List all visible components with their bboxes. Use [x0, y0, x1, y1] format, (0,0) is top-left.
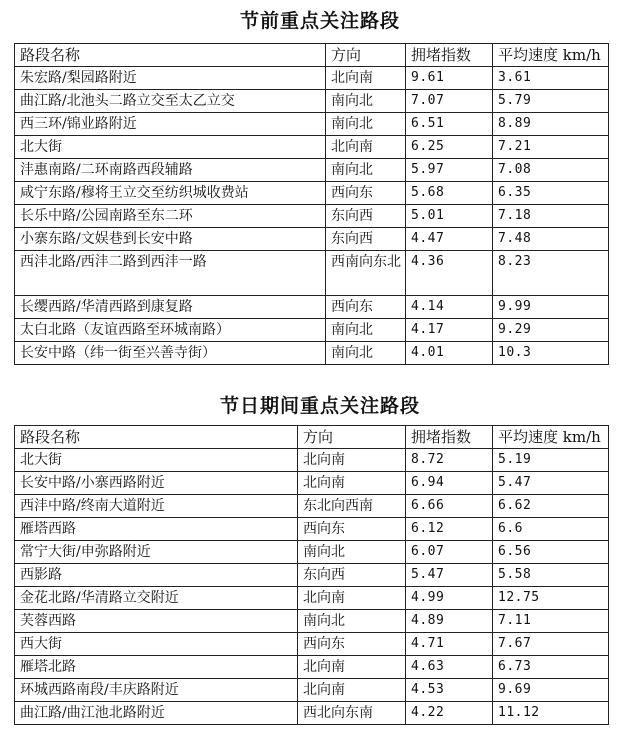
- column-header: 方向: [298, 426, 406, 449]
- table-row: [15, 159, 609, 182]
- table-row: [15, 472, 609, 495]
- avg-speed-cell: 9.99: [493, 296, 609, 319]
- congestion-index-cell: 4.53: [406, 679, 493, 702]
- table-row: [15, 610, 609, 633]
- avg-speed-cell: 9.29: [493, 319, 609, 342]
- congestion-index-cell: 6.66: [406, 495, 493, 518]
- road-name-cell: 西沣中路/终南大道附近: [15, 495, 298, 518]
- congestion-index-cell: 6.94: [406, 472, 493, 495]
- avg-speed-cell: 6.73: [493, 656, 609, 679]
- road-name-cell: 常宁大街/申弥路附近: [15, 541, 298, 564]
- table-row: [15, 342, 609, 365]
- direction-cell: 南向北: [298, 610, 406, 633]
- congestion-index-cell: 4.99: [406, 587, 493, 610]
- avg-speed-cell: 3.61: [493, 67, 609, 90]
- column-header: 拥堵指数: [406, 44, 493, 67]
- column-header: 平均速度 km/h: [493, 44, 609, 67]
- table-row: [15, 319, 609, 342]
- road-name-cell: 雁塔西路: [15, 518, 298, 541]
- avg-speed-cell: 7.18: [493, 205, 609, 228]
- congestion-index-cell: 5.47: [406, 564, 493, 587]
- avg-speed-cell: 7.67: [493, 633, 609, 656]
- column-header: 方向: [326, 44, 406, 67]
- congestion-index-cell: 7.07: [406, 90, 493, 113]
- road-name-cell: 长安中路（纬一街至兴善寺街）: [15, 342, 326, 365]
- direction-cell: 西南向东北: [326, 251, 406, 296]
- congestion-index-cell: 4.71: [406, 633, 493, 656]
- table-row: [15, 228, 609, 251]
- road-name-cell: 西大街: [15, 633, 298, 656]
- direction-cell: 东北向西南: [298, 495, 406, 518]
- direction-cell: 南向北: [326, 342, 406, 365]
- direction-cell: 北向南: [326, 67, 406, 90]
- avg-speed-cell: 6.56: [493, 541, 609, 564]
- road-name-cell: 金花北路/华清路立交附近: [15, 587, 298, 610]
- avg-speed-cell: 7.11: [493, 610, 609, 633]
- column-header: 平均速度 km/h: [493, 426, 609, 449]
- road-name-cell: 长缨西路/华清西路到康复路: [15, 296, 326, 319]
- congestion-index-cell: 6.51: [406, 113, 493, 136]
- direction-cell: 北向南: [298, 587, 406, 610]
- congestion-index-cell: 4.17: [406, 319, 493, 342]
- table-row: [15, 182, 609, 205]
- congestion-index-cell: 9.61: [406, 67, 493, 90]
- road-name-cell: 长安中路/小寨西路附近: [15, 472, 298, 495]
- table-row: [15, 633, 609, 656]
- congestion-index-cell: 6.07: [406, 541, 493, 564]
- road-name-cell: 北大街: [15, 449, 298, 472]
- table-row: [15, 702, 609, 725]
- direction-cell: 南向北: [326, 319, 406, 342]
- table1-title: 节前重点关注路段: [239, 10, 400, 32]
- direction-cell: 西向东: [326, 182, 406, 205]
- avg-speed-cell: 7.48: [493, 228, 609, 251]
- road-name-cell: 曲江路/曲江池北路附近: [15, 702, 298, 725]
- holiday-roads-table: [14, 425, 609, 725]
- road-name-cell: 芙蓉西路: [15, 610, 298, 633]
- table2-title: 节日期间重点关注路段: [219, 395, 420, 417]
- avg-speed-cell: 8.89: [493, 113, 609, 136]
- table-header-row: [15, 44, 609, 67]
- table-row: [15, 656, 609, 679]
- road-name-cell: 北大街: [15, 136, 326, 159]
- congestion-index-cell: 4.36: [406, 251, 493, 296]
- road-name-cell: 西沣北路/西沣二路到西沣一路: [15, 251, 326, 296]
- table-row: [15, 136, 609, 159]
- road-name-cell: 曲江路/北池头二路立交至太乙立交: [15, 90, 326, 113]
- table-header-row: [15, 426, 609, 449]
- direction-cell: 东向西: [326, 228, 406, 251]
- direction-cell: 西北向东南: [298, 702, 406, 725]
- avg-speed-cell: 5.47: [493, 472, 609, 495]
- congestion-index-cell: 8.72: [406, 449, 493, 472]
- congestion-index-cell: 6.12: [406, 518, 493, 541]
- column-header: 路段名称: [15, 426, 298, 449]
- table-row: [15, 495, 609, 518]
- direction-cell: 北向南: [298, 449, 406, 472]
- direction-cell: 西向东: [326, 296, 406, 319]
- congestion-index-cell: 4.47: [406, 228, 493, 251]
- avg-speed-cell: 12.75: [493, 587, 609, 610]
- avg-speed-cell: 7.21: [493, 136, 609, 159]
- avg-speed-cell: 6.6: [493, 518, 609, 541]
- congestion-index-cell: 4.22: [406, 702, 493, 725]
- direction-cell: 北向南: [298, 656, 406, 679]
- table-row: [15, 679, 609, 702]
- road-name-cell: 西影路: [15, 564, 298, 587]
- table-row: [15, 251, 609, 296]
- road-name-cell: 雁塔北路: [15, 656, 298, 679]
- table-row: [15, 564, 609, 587]
- table-row: [15, 296, 609, 319]
- column-header: 路段名称: [15, 44, 326, 67]
- avg-speed-cell: 5.19: [493, 449, 609, 472]
- road-name-cell: 环城西路南段/丰庆路附近: [15, 679, 298, 702]
- road-name-cell: 沣惠南路/二环南路西段辅路: [15, 159, 326, 182]
- road-name-cell: 西三环/锦业路附近: [15, 113, 326, 136]
- congestion-index-cell: 4.63: [406, 656, 493, 679]
- direction-cell: 西向东: [298, 518, 406, 541]
- avg-speed-cell: 6.62: [493, 495, 609, 518]
- table-row: [15, 67, 609, 90]
- table-row: [15, 90, 609, 113]
- column-header: 拥堵指数: [406, 426, 493, 449]
- road-name-cell: 长乐中路/公园南路至东二环: [15, 205, 326, 228]
- direction-cell: 南向北: [326, 113, 406, 136]
- table-row: [15, 449, 609, 472]
- congestion-index-cell: 4.89: [406, 610, 493, 633]
- direction-cell: 南向北: [326, 159, 406, 182]
- avg-speed-cell: 6.35: [493, 182, 609, 205]
- avg-speed-cell: 7.08: [493, 159, 609, 182]
- road-name-cell: 小寨东路/文娱巷到长安中路: [15, 228, 326, 251]
- avg-speed-cell: 9.69: [493, 679, 609, 702]
- direction-cell: 北向南: [298, 679, 406, 702]
- congestion-index-cell: 5.97: [406, 159, 493, 182]
- road-name-cell: 咸宁东路/穆将王立交至纺织城收费站: [15, 182, 326, 205]
- direction-cell: 南向北: [298, 541, 406, 564]
- pre-holiday-roads-table: [14, 43, 609, 365]
- congestion-index-cell: 6.25: [406, 136, 493, 159]
- avg-speed-cell: 10.3: [493, 342, 609, 365]
- congestion-index-cell: 5.68: [406, 182, 493, 205]
- table-row: [15, 541, 609, 564]
- avg-speed-cell: 8.23: [493, 251, 609, 296]
- direction-cell: 北向南: [298, 472, 406, 495]
- congestion-index-cell: 4.14: [406, 296, 493, 319]
- avg-speed-cell: 11.12: [493, 702, 609, 725]
- direction-cell: 西向东: [298, 633, 406, 656]
- avg-speed-cell: 5.79: [493, 90, 609, 113]
- congestion-index-cell: 5.01: [406, 205, 493, 228]
- direction-cell: 南向北: [326, 90, 406, 113]
- table-row: [15, 587, 609, 610]
- table-row: [15, 113, 609, 136]
- avg-speed-cell: 5.58: [493, 564, 609, 587]
- direction-cell: 东向西: [298, 564, 406, 587]
- direction-cell: 北向南: [326, 136, 406, 159]
- congestion-index-cell: 4.01: [406, 342, 493, 365]
- table-row: [15, 205, 609, 228]
- direction-cell: 东向西: [326, 205, 406, 228]
- table-row: [15, 518, 609, 541]
- road-name-cell: 太白北路（友谊西路至环城南路）: [15, 319, 326, 342]
- road-name-cell: 朱宏路/梨园路附近: [15, 67, 326, 90]
